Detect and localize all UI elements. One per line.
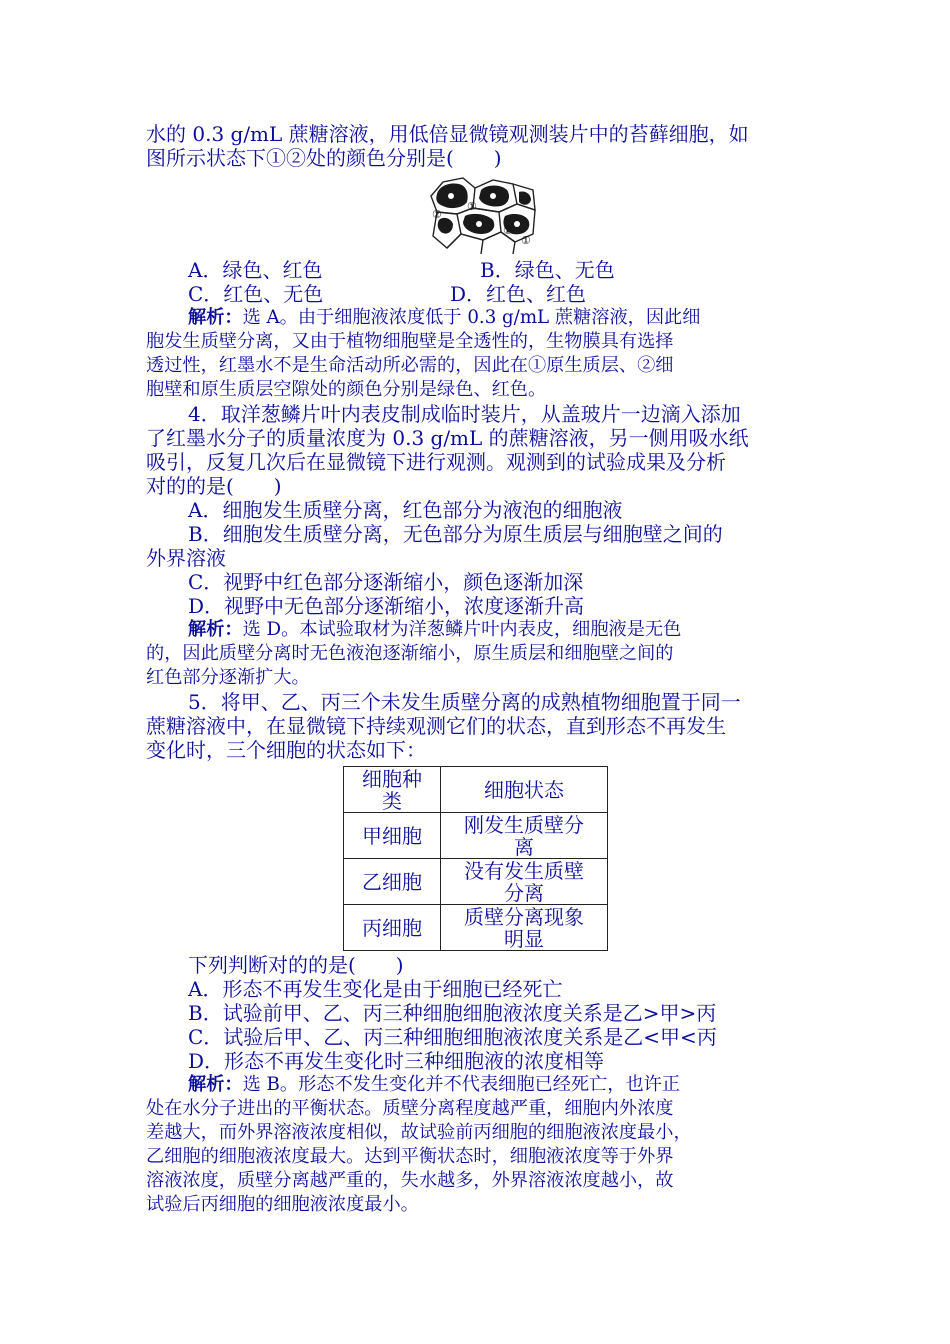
moss-cells-illustration bbox=[429, 174, 537, 256]
header-text: 细胞状态 bbox=[484, 777, 564, 802]
table-row bbox=[344, 813, 608, 859]
q3-answer-line: 胞壁和原生质层空隙处的颜色分别是绿色、红色。 bbox=[146, 379, 547, 400]
table-row bbox=[344, 905, 608, 951]
q3-stem-line: 图所示状态下①②处的颜色分别是( ) bbox=[146, 146, 502, 170]
q3-answer-line: 透过性，红墨水不是生命活动所必需的，因此在①原生质层、②细 bbox=[146, 355, 674, 376]
q5-answer-line: 试验后丙细胞的细胞液浓度最小。 bbox=[146, 1194, 419, 1215]
q5-stem-line: 5．将甲、乙、丙三个未发生质壁分离的成熟植物细胞置于同一 bbox=[188, 690, 741, 714]
q5-answer-line: 差越大，而外界溶液浓度相似，故试验前丙细胞的细胞液浓度最小， bbox=[146, 1122, 692, 1143]
q4-options bbox=[146, 498, 806, 618]
table-cell bbox=[344, 905, 441, 951]
fig-label-1: ① bbox=[467, 200, 477, 213]
table-cell bbox=[441, 905, 608, 951]
q4-stem-line: 吸引，反复几次后在显微镜下进行观测。观测到的试验成果及分析 bbox=[146, 450, 726, 474]
q4-option-c: C．视野中红色部分逐渐缩小，颜色逐渐加深 bbox=[188, 570, 584, 594]
q3-answer-text: 选 A。由于细胞液浓度低于 0.3 g/mL 蔗糖溶液，因此细 bbox=[242, 307, 701, 328]
cell-text: 刚发生质壁分 bbox=[464, 812, 584, 837]
document-page bbox=[146, 122, 806, 1217]
q5-stem-line: 变化时，三个细胞的状态如下： bbox=[146, 738, 426, 762]
table-header-cell bbox=[441, 767, 608, 813]
q5-option-d: D．形态不再发生变化时三种细胞液的浓度相等 bbox=[188, 1049, 605, 1073]
moss-cells-figure bbox=[429, 174, 537, 256]
q3-stem bbox=[146, 122, 806, 170]
q3-option-b: B．绿色、无色 bbox=[480, 258, 615, 282]
q5-options bbox=[146, 977, 806, 1073]
table-row bbox=[344, 859, 608, 905]
table-cell bbox=[441, 813, 608, 859]
q4-option-d: D．视野中无色部分逐渐缩小，浓度逐渐升高 bbox=[188, 594, 585, 618]
fig-label-2: ② bbox=[432, 208, 442, 221]
q4-stem-line: 4．取洋葱鳞片叶内表皮制成临时装片，从盖玻片一边滴入添加 bbox=[188, 402, 741, 426]
cell-text: 没有发生质壁 bbox=[464, 858, 584, 883]
answer-label: 解析： bbox=[188, 307, 243, 328]
q3-stem-line: 水的 0.3 g/mL 蔗糖溶液，用低倍显微镜观测装片中的苔藓细胞，如 bbox=[146, 122, 749, 146]
q5-answer-line: 溶液浓度，质壁分离越严重的，失水越多，外界溶液浓度越小，故 bbox=[146, 1170, 674, 1191]
fig-label-1: ① bbox=[521, 234, 531, 247]
table-cell bbox=[344, 859, 441, 905]
q4-answer-text: 选 D。本试验取材为洋葱鳞片叶内表皮，细胞液是无色 bbox=[242, 619, 682, 640]
q5-answer-line: 处在水分子进出的平衡状态。质壁分离程度越严重，细胞内外浓度 bbox=[146, 1098, 674, 1119]
table-header-row bbox=[344, 767, 608, 813]
q4-stem-line: 了红墨水分子的质量浓度为 0.3 g/mL 的蔗糖溶液，另一侧用吸水纸 bbox=[146, 426, 749, 450]
table-cell bbox=[344, 813, 441, 859]
q3-options-row bbox=[146, 282, 806, 306]
cell-text: 明显 bbox=[504, 926, 544, 951]
q5-stem-line: 蔗糖溶液中，在显微镜下持续观测它们的状态，直到形态不再发生 bbox=[146, 714, 726, 738]
q3-option-a: A．绿色、红色 bbox=[188, 258, 323, 282]
q3-options-row bbox=[146, 258, 806, 282]
q5-question: 下列判断对的的是( ) bbox=[188, 953, 404, 977]
q4-answer-line: 红色部分逐渐扩大。 bbox=[146, 667, 310, 688]
cell-text: 质壁分离现象 bbox=[464, 904, 584, 929]
q5-option-b: B．试验前甲、乙、丙三种细胞细胞液浓度关系是乙>甲>丙 bbox=[188, 1001, 717, 1025]
cell-state-table bbox=[343, 766, 608, 951]
q4-answer-line: 的，因此质壁分离时无色液泡逐渐缩小，原生质层和细胞壁之间的 bbox=[146, 643, 674, 664]
cell-text: 丙细胞 bbox=[362, 915, 422, 940]
answer-label: 解析： bbox=[188, 1074, 243, 1095]
q3-answer bbox=[146, 306, 806, 402]
q5-option-a: A．形态不再发生变化是由于细胞已经死亡 bbox=[188, 977, 563, 1001]
q4-stem-line: 对的的是( ) bbox=[146, 474, 282, 498]
fig-label-2: ② bbox=[503, 224, 513, 237]
q3-answer-line: 胞发生质壁分离，又由于植物细胞壁是全透性的，生物膜具有选择 bbox=[146, 331, 674, 352]
q4-answer bbox=[146, 618, 806, 690]
cell-text: 分离 bbox=[504, 880, 544, 905]
header-text: 类 bbox=[382, 788, 402, 813]
q5-answer-line: 乙细胞的细胞液浓度最大。达到平衡状态时，细胞液浓度等于外界 bbox=[146, 1146, 674, 1167]
answer-label: 解析： bbox=[188, 619, 243, 640]
q4-option-a: A．细胞发生质壁分离，红色部分为液泡的细胞液 bbox=[188, 498, 623, 522]
q4-option-b-cont: 外界溶液 bbox=[146, 546, 226, 570]
q4-stem bbox=[146, 402, 806, 498]
q5-option-c: C．试验后甲、乙、丙三种细胞细胞液浓度关系是乙<甲<丙 bbox=[188, 1025, 717, 1049]
cell-text: 甲细胞 bbox=[362, 823, 422, 848]
q4-answer-line bbox=[146, 618, 806, 642]
q5-answer bbox=[146, 1073, 806, 1217]
q3-answer-line bbox=[146, 306, 806, 330]
cell-text: 离 bbox=[514, 834, 534, 859]
q3-option-c: C．红色、无色 bbox=[188, 282, 324, 306]
q5-stem bbox=[146, 690, 806, 762]
q5-answer-text: 选 B。形态不发生变化并不代表细胞已经死亡，也许正 bbox=[242, 1074, 681, 1095]
q4-option-b: B．细胞发生质壁分离，无色部分为原生质层与细胞壁之间的 bbox=[188, 522, 723, 546]
q5-answer-line bbox=[146, 1073, 806, 1097]
cell-text: 乙细胞 bbox=[362, 869, 422, 894]
table-header-cell bbox=[344, 767, 441, 813]
table-cell bbox=[441, 859, 608, 905]
header-text: 细胞种 bbox=[362, 766, 422, 791]
q3-option-d: D．红色、红色 bbox=[450, 282, 587, 306]
